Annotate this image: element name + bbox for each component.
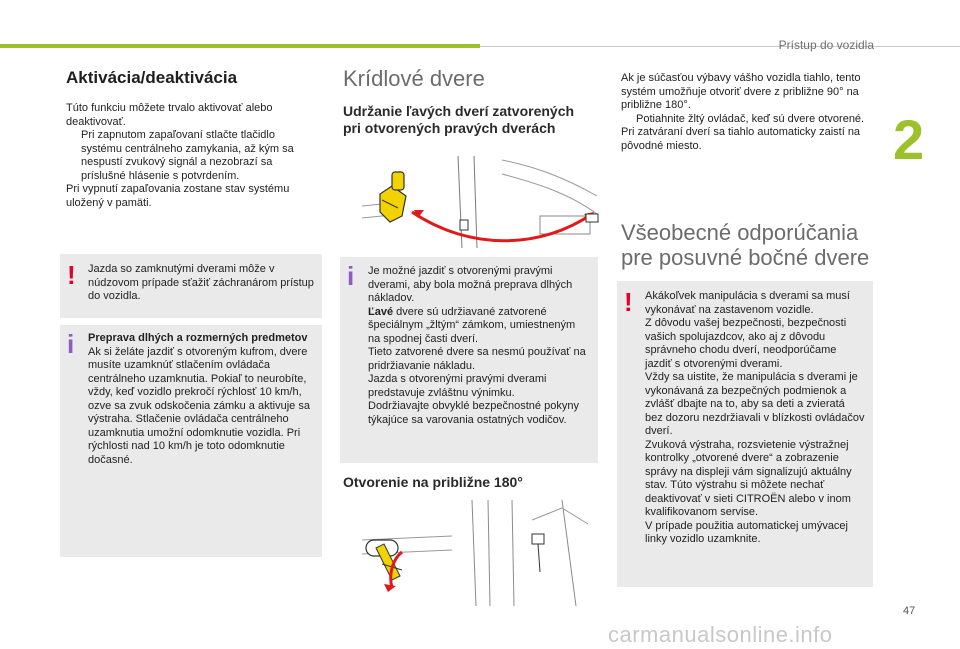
warning-icon: ! [624,287,633,317]
info-text: Jazda s otvorenými pravými dverami predstavuje zvláštnu výnimku. [368,373,547,399]
info-text [368,306,590,347]
warning-text: Z dôvodu vašej bezpečnosti, bezpečnosti vašich spolujazdcov, ako aj z dôvodu správneho chodu dverí, neodporúčame jazdiť s otvorenými dverami. [645,317,847,370]
info-icon: i [347,261,355,291]
col2-info-box [340,257,598,463]
col1-title: Aktivácia/deaktivácia [66,68,238,87]
watermark: carmanualsonline.info [608,622,833,647]
warning-icon: ! [67,260,76,290]
info-text-bold: Ľavé [368,305,394,318]
col1-para: Túto funkciu môžete trvalo aktivovať alebo deaktivovať. [66,102,273,128]
col1-bullet [66,129,316,183]
header-rule [480,46,960,47]
col1-body [66,102,316,210]
col1-info-box [60,325,322,557]
door-stay-illustration [362,500,602,606]
arrow-bullet-icon [621,113,636,127]
info-icon: i [67,329,75,359]
warning-text: Akákoľvek manipulácia s dverami sa musí vykonávať na zastavenom vozidle. [645,290,850,316]
chapter-number: 2 [893,108,925,171]
col3-body [621,72,873,153]
info-text: Ak si želáte jazdiť s otvoreným kufrom, dvere musíte uzamknúť stlačením ovládača centrálneho uzamknutia. Pokiaľ to neurobíte, vždy, keď vozidlo prekročí rýchlosť 10 km/h, ozve sa zvuk odskočenia zámku a aktivuje sa výstraha. Stlačenie ovládača centrálneho uzamknutia umožní odomknutie vozidla. Pri rýchlosti nad 10 km/h je toto odomknutie dočasné. [88,345,310,466]
col2-subheading-2: Otvorenie na približne 180° [343,474,523,490]
col3-para: Ak je súčasťou výbavy vášho vozidla tiahlo, tento systém umožňuje otvoriť dvere z približne 90° na približne 180°. [621,72,861,111]
col1-para: Pri vypnutí zapaľovania zostane stav systému uložený v pamäti. [66,183,290,209]
section-title: Prístup do vozidla [778,38,874,52]
info-box-content [88,332,314,467]
col3-warning-box [617,281,873,587]
col3-title: Všeobecné odporúčania pre posuvné bočné dvere [621,220,870,271]
col3-bullet-text: Potiahnite žltý ovládač, keď sú dvere otvorené. [636,112,865,125]
col2-title: Krídlové dvere [343,66,485,91]
warning-text: Zvuková výstraha, rozsvietenie výstražnej kontrolky „otvorené dvere“ a zobrazenie správy na displeji vám signalizujú aktuálny stav. Túto výstrahu si môžete nechať deaktivovať v sieti CITROËN alebo v inom kvalifikovanom servise. [645,438,852,518]
col3-bullet [621,113,873,127]
col2-subheading-1: Udržanie ľavých dverí zatvorených pri otvorených pravých dverách [343,103,575,136]
info-box-content [368,265,590,427]
info-text: Tieto zatvorené dvere sa nesmú používať na pridržiavanie nákladu. [368,346,586,372]
warning-text: Vždy sa uistite, že manipulácia s dverami je vykonávaná za bezpečných podmienok a zvlášť dbajte na to, aby sa deti a zvieratá bez dozoru nezdržiavali v blízkosti ovládačov dverí. [645,371,865,437]
warning-text: Jazda so zamknutými dverami môže v núdzovom prípade sťažiť záchranárom prístup do vozidla. [88,263,314,302]
info-text: Dodržiavajte obvyklé bezpečnostné pokyny týkajúce sa varovania ostatných vodičov. [368,400,579,426]
left-door-lock-illustration [362,156,602,248]
col3-para: Pri zatváraní dverí sa tiahlo automaticky zaistí na pôvodné miesto. [621,126,861,152]
info-heading: Preprava dlhých a rozmerných predmetov [88,332,308,344]
page-number: 47 [903,605,916,617]
warning-box-content [645,290,865,547]
header-accent-bar [0,44,480,48]
col1-warning-box [60,254,322,318]
col1-bullet-text: Pri zapnutom zapaľovaní stlačte tlačidlo systému centrálneho zamykania, až kým sa nespustí zvukový signál a nezobrazí sa príslušné hlásenie s potvrdením. [81,129,294,182]
arrow-bullet-icon [66,129,81,183]
info-text-rest: dvere sú udržiavané zatvorené špeciálnym „žltým“ zámkom, umiestneným na spodnej časti dverí. [368,305,576,345]
info-text: Je možné jazdiť s otvorenými pravými dverami, aby bola možná preprava dlhých nákladov. [368,265,573,304]
warning-text: V prípade použitia automatickej umývacej linky vozidlo uzamknite. [645,519,848,545]
